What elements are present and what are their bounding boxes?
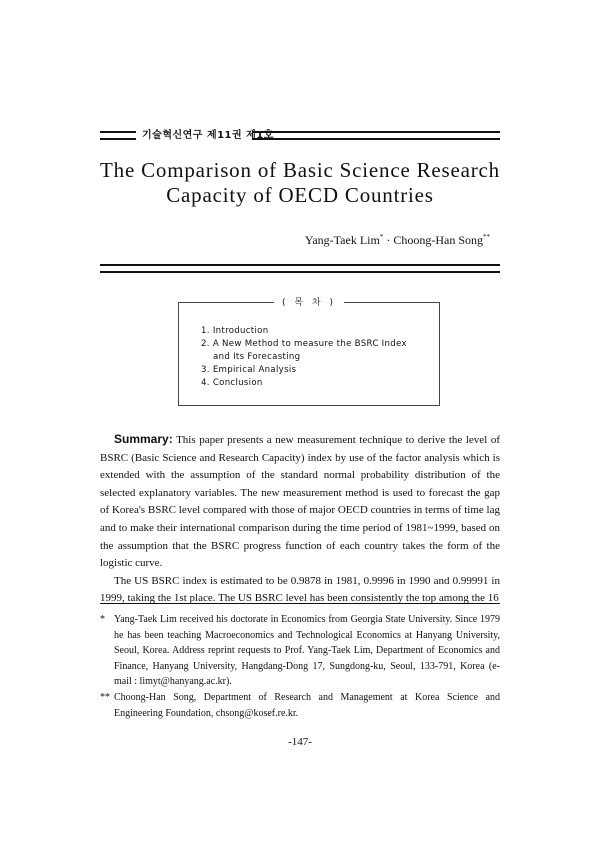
author-1-mark: * xyxy=(379,233,384,241)
toc-list xyxy=(201,325,407,390)
author-1: Yang-Taek Lim xyxy=(304,233,380,247)
footnote-divider xyxy=(100,603,500,604)
page-number: -147- xyxy=(288,736,312,748)
footnote-1-mark: * xyxy=(100,614,105,625)
journal-name: 기술혁신연구 제11권 제1호 xyxy=(142,130,274,141)
header-rule-left xyxy=(100,131,136,140)
title-line-1: The Comparison of Basic Science Research xyxy=(100,158,500,182)
author-2: Choong-Han Song xyxy=(393,233,483,247)
header-rule-right xyxy=(252,131,500,140)
journal-header xyxy=(100,128,500,142)
summary-text-1: This paper presents a new measurement technique to derive the level of BSRC (Basic Science and Research Capacity) index by use of the factor analysis which is extended with the assumption of the standard normal probability distribution of the selected explanatory variables. The new measurement method is used to forecast the gap of Korea's BSRC level compared with those of major OECD countries in terms of time lag and to make their international comparison during the time period of 1981~1999, based on the assumption that the BSRC progress function of each country takes the form of the logistic curve. xyxy=(100,434,500,570)
footnote-2-text: Choong-Han Song, Department of Research and Management at Korea Science and Engineering Foundation, chsong@kosef.re.kr. xyxy=(114,691,500,719)
footnote-2 xyxy=(100,690,500,721)
table-of-contents xyxy=(178,298,440,406)
author-separator: · xyxy=(386,233,391,247)
authors xyxy=(305,233,490,248)
toc-item: 3. Empirical Analysis xyxy=(201,365,297,375)
footnotes xyxy=(100,612,500,721)
toc-title: ( 목 차 ) xyxy=(274,295,344,308)
toc-item: 1. Introduction xyxy=(201,326,269,336)
footnote-1-text: Yang-Taek Lim received his doctorate in Economics from Georgia State University. Since 1979 he has been teaching Macroeconomics and Technological Economics at Hanyang University, Seoul, Korea. Address reprint requests to Prof. Yang-Taek Lim, Department of Economics and Finance, Hanyang University, Hangdang-Dong 17, Sungdong-ku, Seoul, 133-791, Korea (e-mail : limyt@hanyang.ac.kr). xyxy=(114,614,500,688)
footnote-2-mark: ** xyxy=(100,691,110,703)
footnote-1 xyxy=(100,612,500,690)
toc-item-continuation: and Its Forecasting xyxy=(213,352,301,362)
title-divider xyxy=(100,264,500,273)
toc-item: 2. A New Method to measure the BSRC Index xyxy=(201,339,407,349)
toc-item: 4. Conclusion xyxy=(201,378,263,388)
summary-label: Summary: xyxy=(114,432,173,446)
summary xyxy=(100,431,500,608)
paper-title xyxy=(60,158,540,208)
summary-paragraph-2: The US BSRC index is estimated to be 0.9878 in 1981, 0.9996 in 1990 and 0.99991 in 1999, taking the 1st place. The US BSRC level has been consistently the top among the 16 xyxy=(100,574,500,605)
title-line-2: Capacity of OECD Countries xyxy=(166,183,434,207)
author-2-mark: ** xyxy=(483,233,490,241)
summary-paragraph-1 xyxy=(100,431,500,573)
